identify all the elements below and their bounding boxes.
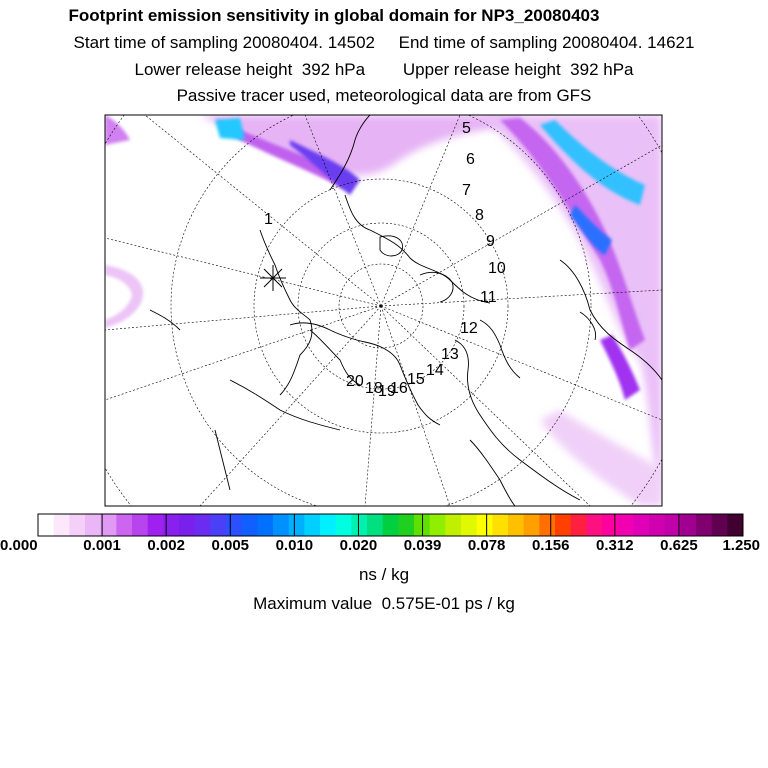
colorbar-swatch: [680, 514, 696, 536]
colorbar-swatch: [712, 514, 728, 536]
colorbar: [38, 514, 744, 536]
trajectory-label: 5: [462, 120, 471, 137]
colorbar-tick-label: 0.625: [660, 537, 698, 554]
colorbar-tick-label: 0.002: [147, 537, 185, 554]
release-location-marker: [260, 265, 286, 291]
colorbar-swatch: [461, 514, 477, 536]
colorbar-tick-label: 0.039: [403, 537, 442, 554]
colorbar-swatch: [148, 514, 164, 536]
colorbar-tick-label: 0.156: [531, 537, 570, 554]
colorbar-swatch: [210, 514, 226, 536]
colorbar-swatch: [430, 514, 446, 536]
colorbar-tick-label: 0.001: [83, 537, 121, 554]
colorbar-swatch: [602, 514, 618, 536]
colorbar-swatch: [38, 514, 54, 536]
trajectory-label: 13: [441, 346, 459, 363]
maximum-value-label: Maximum value 0.575E-01 ps / kg: [253, 594, 515, 613]
map-title: Footprint emission sensitivity in global domain for NP3_20080403: [68, 6, 600, 25]
colorbar-tick-label: 0.005: [211, 537, 250, 554]
colorbar-swatch: [398, 514, 414, 536]
trajectory-label: 8: [475, 207, 484, 224]
colorbar-units: ns / kg: [358, 565, 410, 584]
colorbar-swatch: [383, 514, 399, 536]
colorbar-tick-label: 1.250: [722, 537, 760, 554]
colorbar-swatch: [633, 514, 649, 536]
trajectory-label: 7: [462, 182, 471, 199]
tracer-info-line: Passive tracer used, meteorological data are from GFS: [176, 86, 592, 105]
colorbar-swatch: [524, 514, 540, 536]
colorbar-tick-label: 0.020: [339, 537, 378, 554]
trajectory-label: 11: [480, 289, 497, 306]
trajectory-label: 16: [390, 380, 408, 397]
colorbar-swatch: [696, 514, 712, 536]
colorbar-swatch: [195, 514, 211, 536]
trajectory-label: 6: [466, 151, 475, 168]
colorbar-swatch: [555, 514, 571, 536]
colorbar-swatch: [618, 514, 634, 536]
emission-sensitivity-field: [105, 115, 662, 506]
colorbar-swatch: [727, 514, 743, 536]
colorbar-swatch: [85, 514, 101, 536]
trajectory-label: 19: [378, 383, 396, 400]
colorbar-swatch: [289, 514, 305, 536]
colorbar-swatch: [351, 514, 367, 536]
trajectory-label: 14: [426, 362, 444, 379]
colorbar-swatch: [132, 514, 148, 536]
colorbar-swatch: [101, 514, 117, 536]
colorbar-tick-label: 0.078: [467, 537, 506, 554]
colorbar-swatch: [54, 514, 70, 536]
colorbar-swatch: [320, 514, 336, 536]
colorbar-swatch: [273, 514, 289, 536]
colorbar-tick-label: 0.312: [596, 537, 634, 554]
colorbar-swatch: [508, 514, 524, 536]
colorbar-tick-label: 0.000: [0, 537, 38, 554]
colorbar-swatch: [492, 514, 508, 536]
trajectory-label: 15: [407, 371, 425, 388]
trajectory-label: 20: [346, 373, 364, 390]
colorbar-tick-label: 0.010: [275, 537, 314, 554]
colorbar-swatch: [242, 514, 258, 536]
colorbar-swatch: [649, 514, 665, 536]
colorbar-swatch: [69, 514, 85, 536]
colorbar-swatch: [179, 514, 195, 536]
colorbar-swatch: [571, 514, 587, 536]
sampling-time-line: Start time of sampling 20080404. 14502 End time of sampling 20080404. 14621: [73, 33, 695, 52]
colorbar-swatch: [477, 514, 493, 536]
colorbar-swatch: [304, 514, 320, 536]
colorbar-swatch: [586, 514, 602, 536]
colorbar-swatch: [336, 514, 352, 536]
colorbar-swatch: [257, 514, 273, 536]
trajectory-label: 10: [488, 260, 506, 277]
colorbar-swatch: [539, 514, 555, 536]
colorbar-swatch: [226, 514, 242, 536]
trajectory-label: 1: [264, 211, 273, 228]
colorbar-swatch: [445, 514, 461, 536]
colorbar-swatch: [367, 514, 383, 536]
trajectory-label: 9: [486, 233, 495, 250]
trajectory-label: 12: [460, 320, 478, 337]
colorbar-swatch: [116, 514, 132, 536]
trajectory-label: 18: [365, 380, 383, 397]
release-height-line: Lower release height 392 hPa Upper release height 392 hPa: [134, 60, 634, 79]
